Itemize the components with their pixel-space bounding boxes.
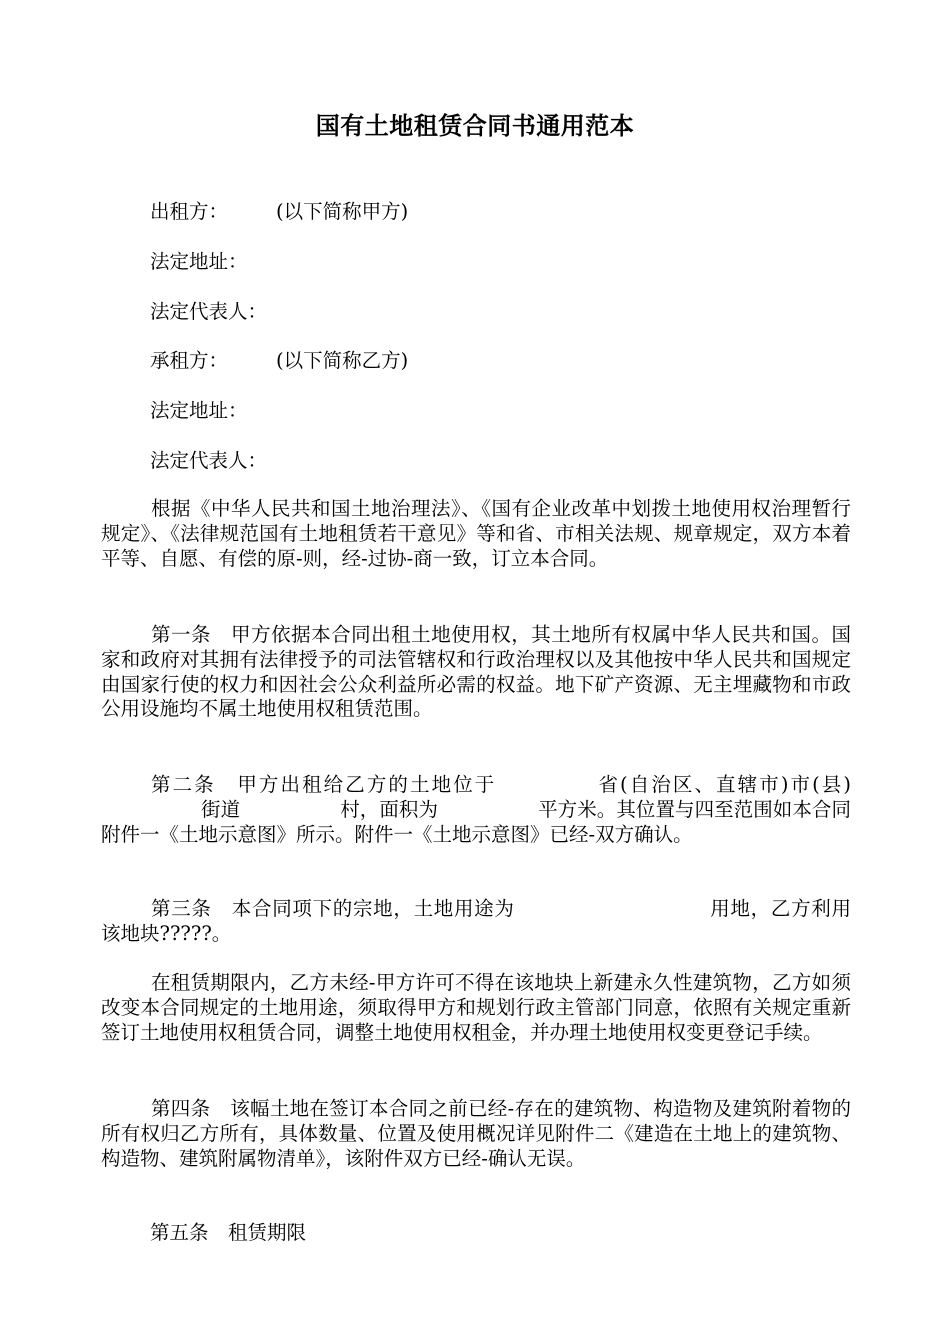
article-1-paragraph: 第一条 甲方依据本合同出租土地使用权，其土地所有权属中华人民共和国。国家和政府对其拥有法律授予的司法管辖权和行政治理权以及其他按中华人民共和国规定由国家行使的权力和因社会公众利益所必需的权益。地下矿产资源、无主埋藏物和市政公用设施均不属土地使用权租赁范围。 <box>101 623 851 721</box>
article-3-part-2: 用地，乙方利用该地块?????。 <box>101 897 851 945</box>
lessor-label: 出租方： <box>150 200 229 223</box>
article-2-paragraph <box>101 773 851 847</box>
lessor-address-label: 法定地址： <box>150 250 248 273</box>
lessor-line <box>150 198 408 226</box>
lease-period-terms-paragraph: 在租赁期限内，乙方未经-甲方许可不得在该地块上新建永久性建筑物，乙方如须改变本合同规定的土地用途，须取得甲方和规划行政主管部门同意，依照有关规定重新签订土地使用权租赁合同，调整土地使用权租金，并办理土地使用权变更登记手续。 <box>101 971 851 1044</box>
article-3-paragraph <box>101 897 851 947</box>
lessee-address-label: 法定地址： <box>150 399 248 422</box>
document-title: 国有土地租赁合同书通用范本 <box>315 112 635 140</box>
article-4-paragraph: 第四条 该幅土地在签订本合同之前已经-存在的建筑物、构造物及建筑附着物的所有权归乙方所有，具体数量、位置及使用概况详见附件二《建造在土地上的建筑物、构造物、建筑附属物清单》，该附件双方已经-确认无误。 <box>101 1097 851 1170</box>
article-5-heading: 第五条 租赁期限 <box>150 1221 307 1244</box>
article-2-part-5: 平方米。其位置与四至范围如本合同附件一《土地示意图》所示。附件一《土地示意图》已经-双方确认。 <box>101 797 851 846</box>
lessee-representative-label: 法定代表人： <box>150 449 268 472</box>
article-2-part-2: 省(自治区、直辖市)市(县) <box>596 773 851 796</box>
lessor-note: (以下简称甲方) <box>276 200 409 223</box>
article-2-part-4: 村，面积为 <box>340 797 439 821</box>
article-3-part-1: 第三条 本合同项下的宗地，土地用途为 <box>151 897 515 920</box>
lessee-label: 承租方： <box>150 349 229 372</box>
article-2-part-3: 街道 <box>201 797 241 821</box>
article-2-part-1: 第二条 甲方出租给乙方的土地位于 <box>151 773 497 796</box>
lessee-note: (以下简称乙方) <box>276 349 409 372</box>
lessor-representative-label: 法定代表人： <box>150 300 268 323</box>
preamble-paragraph: 根据《中华人民共和国土地治理法》、《国有企业改革中划拨土地使用权治理暂行规定》、《法律规范国有土地租赁若干意见》等和省、市相关法规、规章规定，双方本着平等、自愿、有偿的原-则，经-过协-商一致，订立本合同。 <box>101 497 851 570</box>
lessee-line <box>150 347 408 375</box>
